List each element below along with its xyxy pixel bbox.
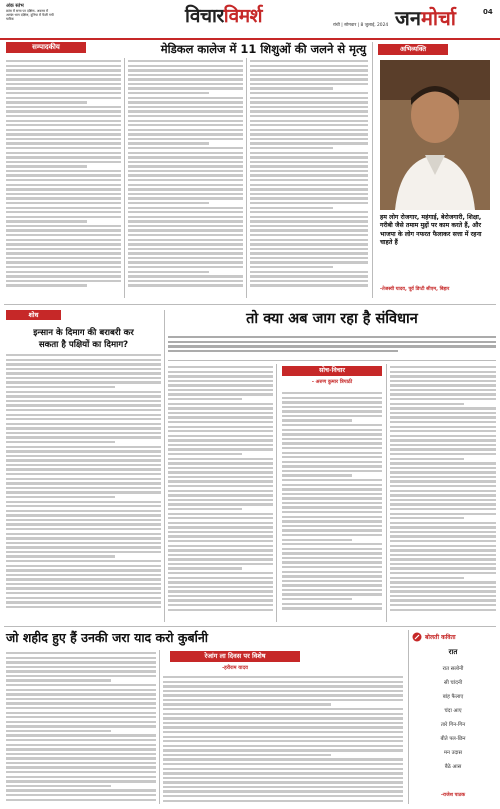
editorial-headline: मेडिकल कालेज में 11 शिशुओं की जलने से मृत्यु [160,42,366,56]
page-number: 04 [483,8,493,16]
bottom-mid-text [163,674,403,806]
editorial-label: सम्पादकीय [6,42,86,53]
research-text [6,352,161,624]
editorial-text-col-1 [6,58,121,300]
poetry-line: मन उदास [443,750,463,756]
poetry-label: बोलती कविता [425,634,456,641]
masthead-left-title: अंक स्तंभ [6,3,24,9]
research-label: शोध [6,310,61,320]
poetry-line: तारे गिन-गिन [440,722,466,728]
column-divider [246,58,247,298]
poetry-line: बैठे आस [444,764,462,770]
poetry-line: चंदा आए [444,708,462,714]
lead-headline: तो क्या अब जाग रहा है संविधान [246,311,418,327]
column-divider [164,310,165,622]
poetry-line: रात सलोनी [442,666,464,672]
paper-name-part-2: मोर्चा [420,6,456,30]
opinion-author: -तेजस्वी यादव, पूर्व डिप्टी सीएम, बिहार [380,287,450,292]
column-divider [124,58,125,298]
opinion-photo [380,60,490,210]
section-title [185,2,262,28]
masthead-left-line-3: यारिक [6,17,14,22]
masthead [0,0,500,40]
paper-name-part-1: जन [395,6,421,30]
poetry-line: सी चांदनी [443,680,463,686]
editorial-text-col-3 [250,58,368,300]
section-title-part-1: विचार [185,5,224,27]
poetry-title: रात [448,648,458,656]
masthead-left-line-2: अत्यंत भाग दक्षिण, दुनिया में फैली गयी [6,13,54,18]
bottom-mid-label: रेजांग ला दिवस पर विशेष [170,651,300,662]
poetry-line: बीते पल-छिन [440,736,466,742]
column-divider [386,364,387,622]
column-divider [276,364,277,622]
section-divider [4,626,496,627]
column-divider [159,650,160,804]
person-portrait-icon [380,60,490,210]
pen-icon [412,632,422,642]
lead-text-col-3 [390,364,496,624]
masthead-left-box [6,3,121,35]
lead-intro [168,334,496,362]
bottom-left-text [6,650,156,806]
section-title-part-2: विमर्श [223,5,263,27]
opinion-label: अभिव्यक्ति [378,44,448,55]
lead-text-col-1 [168,364,273,624]
paper-name [395,4,456,31]
poetry-lines [412,662,494,774]
opinion-quote: हम लोग रोजगार, महंगाई, बेरोजगारी, शिक्षा, गरीबी जैसे तमाम मुद्दों पर काम करते हैं, और भाजपा के लोग नफरत फैलाकर सत्ता में रहना चाहते हैं [380,214,482,246]
column-text [282,390,382,624]
poetry-header [412,632,456,642]
editorial-text-col-2 [128,58,243,300]
research-headline-line-1: इन्सान के दिमाग की बराबरी कर [33,328,134,338]
masthead-left-line-1: फ्रांस में सत्ता पर दक्षिण- अवसर में [6,9,49,13]
section-divider [4,304,496,305]
poetry-author: -राजेश पाठक [440,793,466,798]
city-date: रांची | सोमवार | 8 जुलाई, 2024 [333,23,389,28]
poetry-line: बांह फैलाए [442,694,464,700]
column-author: - अरुण कुमार त्रिपाठी [311,379,353,385]
bottom-mid-author: -हरीराम यादव [222,665,248,671]
research-headline-line-2: सकता है पक्षियों का दिमाग? [38,340,129,350]
column-label: सोच-विचार [282,366,382,376]
bottom-left-headline: जो शहीद हुए हैं उनकी जरा याद करो कुर्बानी [6,630,209,645]
lead-divider [168,360,496,361]
